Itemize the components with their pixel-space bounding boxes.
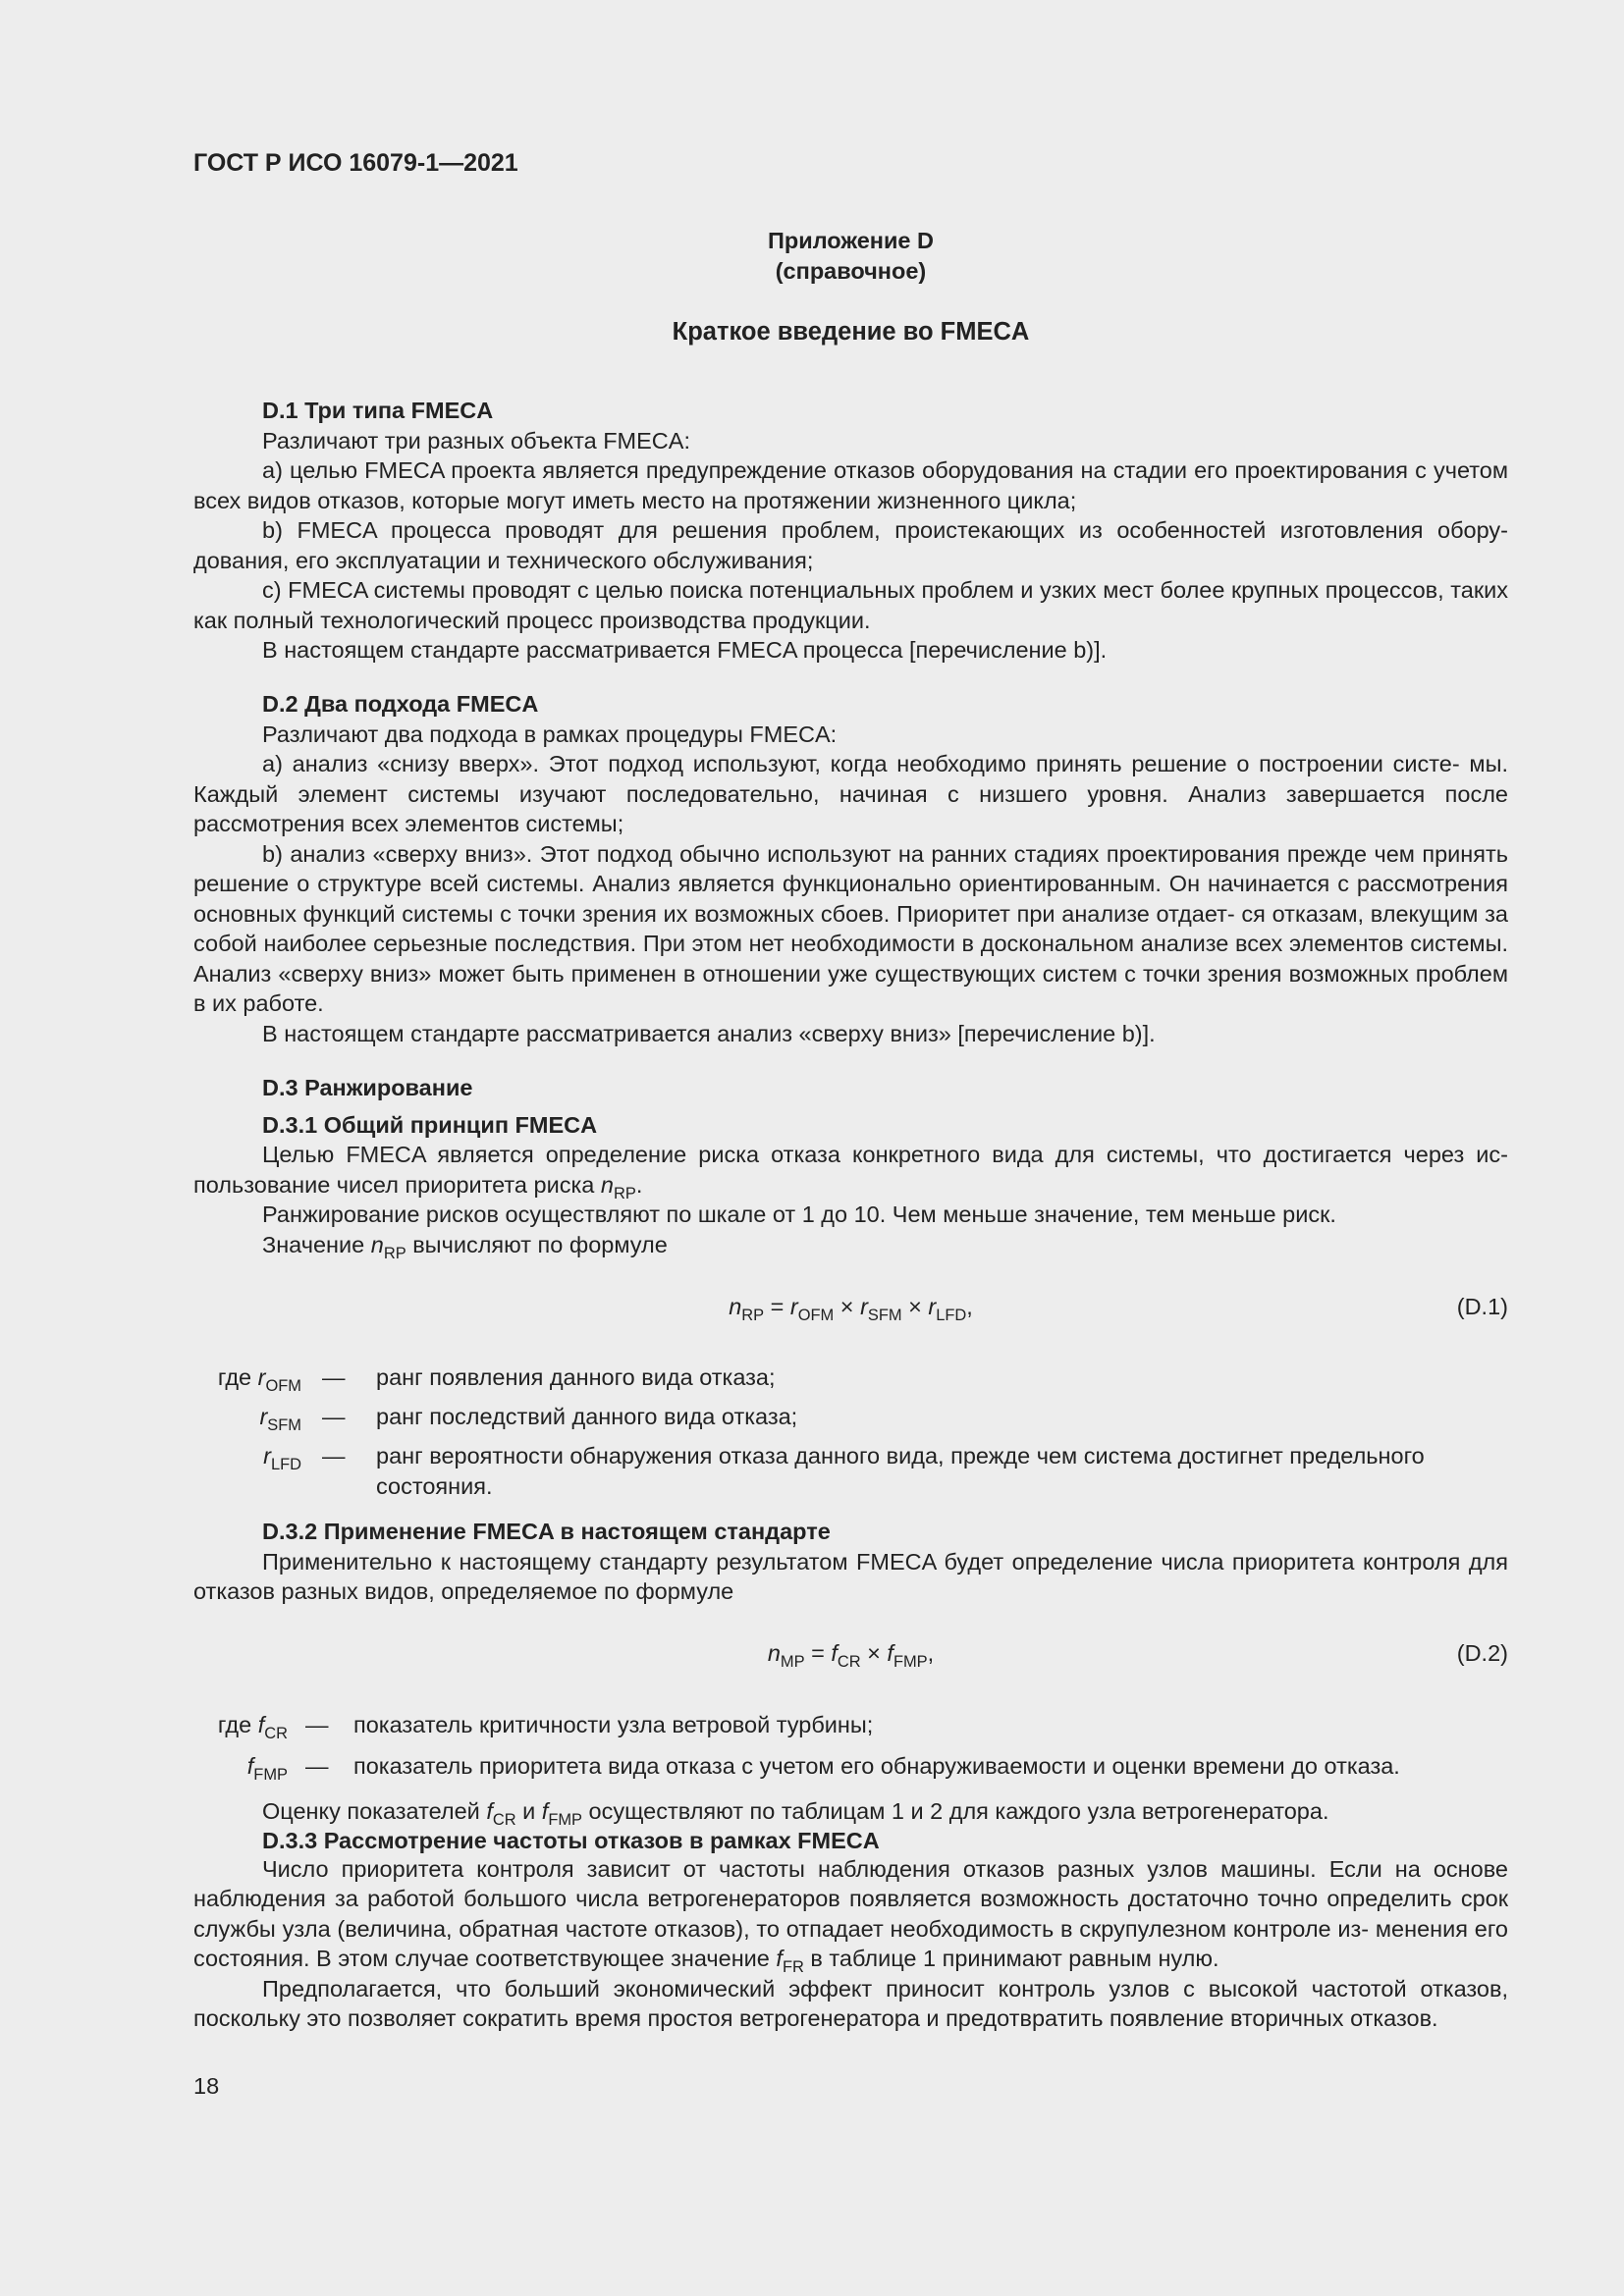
annex-label: Приложение D bbox=[768, 228, 934, 253]
list-item: с) FMECA системы проводят с целью поиска потенциальных проблем и узких мест более крупных процессов, таких как полный технологический процесс производства продукции. bbox=[193, 577, 1508, 633]
definition-item: где $f_{CR}$ — показатель критичности узла ветровой турбины; bbox=[217, 1712, 874, 1742]
section-heading: D.2 Два подхода FMECA bbox=[262, 691, 539, 717]
formula-expression: $n_{RP} = r_{OFM} \times r_{SFM} \times r_{LFD}$, bbox=[729, 1294, 973, 1324]
definition-item: $r_{SFM}$ — ранг последствий данного вида отказа; bbox=[259, 1404, 798, 1434]
document-code: ГОСТ Р ИСО 16079-1—2021 bbox=[193, 149, 518, 177]
formula-d1 bbox=[193, 1294, 1508, 1325]
formula-number: (D.1) bbox=[1456, 1294, 1508, 1319]
page-number: 18 bbox=[193, 2073, 220, 2099]
paragraph: В настоящем стандарте рассматривается FMECA процесса [перечисление b)]. bbox=[262, 637, 1108, 663]
formula-number: (D.2) bbox=[1456, 1640, 1508, 1666]
list-item: а) целью FMECA проекта является предупреждение отказов оборудования на стадии его проектирования с учетом всех видов отказов, которые могут иметь место на протяжении жизненного цикла; bbox=[193, 457, 1508, 513]
paragraph: Применительно к настоящему стандарту результатом FMECA будет определение числа приоритета контроля для отказов разных видов, определяемое по формуле bbox=[193, 1548, 1508, 1604]
subsection-heading: D.3.2 Применение FMECA в настоящем стандарте bbox=[262, 1519, 831, 1544]
formula-d2 bbox=[193, 1640, 1508, 1672]
paragraph: В настоящем стандарте рассматривается анализ «сверху вниз» [перечисление b)]. bbox=[262, 1020, 1156, 1046]
annex-heading: Краткое введение во FMECA bbox=[672, 318, 1030, 346]
paragraph: Целью FMECA является определение риска отказа конкретного вида для системы, что достигается через ис- пользование чисел приоритета риска $n_{RP}$. bbox=[193, 1142, 1508, 1202]
paragraph: Оценку показателей $f_{CR}$ и $f_{FMP}$ осуществляют по таблицам 1 и 2 для каждого узла ветрогенератора. bbox=[262, 1798, 1329, 1829]
section-d3 bbox=[193, 1073, 1508, 1262]
annex-title bbox=[193, 226, 1508, 287]
paragraph: Значение $n_{RP}$ вычисляют по формуле bbox=[262, 1231, 668, 1262]
section-heading: D.3 Ранжирование bbox=[262, 1075, 473, 1100]
formula-expression: $n_{MP} = f_{CR} \times f_{FMP}$, bbox=[767, 1640, 935, 1671]
paragraph: Различают три разных объекта FMECA: bbox=[262, 427, 690, 454]
definition-item: где $r_{OFM}$ — ранг появления данного вида отказа; bbox=[217, 1364, 776, 1395]
paragraph: Различают два подхода в рамках процедуры FMECA: bbox=[262, 721, 838, 747]
subsection-heading: D.3.3 Рассмотрение частоты отказов в рамках FMECA bbox=[262, 1827, 880, 1853]
definition-item: $f_{FMP}$ — показатель приоритета вида отказа с учетом его обнаруживаемости и оценки времени до отказа. bbox=[246, 1753, 1400, 1784]
subsection-d33 bbox=[193, 1796, 1508, 2034]
definition-item: $r_{LFD}$ — ранг вероятности обнаружения отказа данного вида, прежде чем система достигнет предельного состояния. bbox=[263, 1443, 1425, 1499]
formula-d1-definitions bbox=[193, 1362, 1508, 1501]
section-heading: D.1 Три типа FMECA bbox=[262, 398, 494, 423]
annex-note: (справочное) bbox=[775, 258, 927, 284]
section-d1 bbox=[193, 396, 1508, 666]
paragraph: Ранжирование рисков осуществляют по шкале от 1 до 10. Чем меньше значение, тем меньше риск. bbox=[262, 1201, 1336, 1227]
list-item: а) анализ «снизу вверх». Этот подход используют, когда необходимо принять решение о построении систе- мы. Каждый элемент системы изучают последовательно, начиная с низшего уровня. Анализ завершается после рассмотрения всех элементов системы; bbox=[193, 751, 1508, 836]
subsection-d32 bbox=[193, 1517, 1508, 1607]
formula-d2-definitions bbox=[193, 1710, 1508, 1782]
list-item: b) анализ «сверху вниз». Этот подход обычно используют на ранних стадиях проектирования прежде чем принять решение о структуре всей системы. Анализ является функционально ориентированным. Он начинается с рассмотрения основных функций системы с точки зрения их возможных сбоев. Приоритет при анализе отдает- ся отказам, влекущим за собой наиболее серьезные последствия. При этом нет необходимости в доскональном анализе всех элементов системы. Анализ «сверху вниз» может быть применен в отношении уже существующих систем с точки зрения возможных проблем в их работе. bbox=[193, 840, 1508, 1016]
list-item: b) FMECA процесса проводят для решения проблем, проистекающих из особенностей изготовления обору- дования, его эксплуатации и технического обслуживания; bbox=[193, 517, 1508, 573]
section-d2 bbox=[193, 689, 1508, 1048]
paragraph: Предполагается, что больший экономический эффект приносит контроль узлов с высокой частотой отказов, поскольку это позволяет сократить время простоя ветрогенератора и предотвратить появление вторичных отказов. bbox=[193, 1975, 1508, 2031]
subsection-heading: D.3.1 Общий принцип FMECA bbox=[262, 1111, 598, 1138]
paragraph: Число приоритета контроля зависит от частоты наблюдения отказов разных узлов машины. Если на основе наблюдения за работой большого числа ветрогенераторов появляется возможность достаточно точно определить срок службы узла (величина, обратная частоте отказов), то отпадает необходимость в скрупулезном контроле из- менения его состояния. В этом случае соответствующее значение $f_{FR}$ в таблице 1 принимают равным нулю. bbox=[193, 1855, 1508, 1976]
